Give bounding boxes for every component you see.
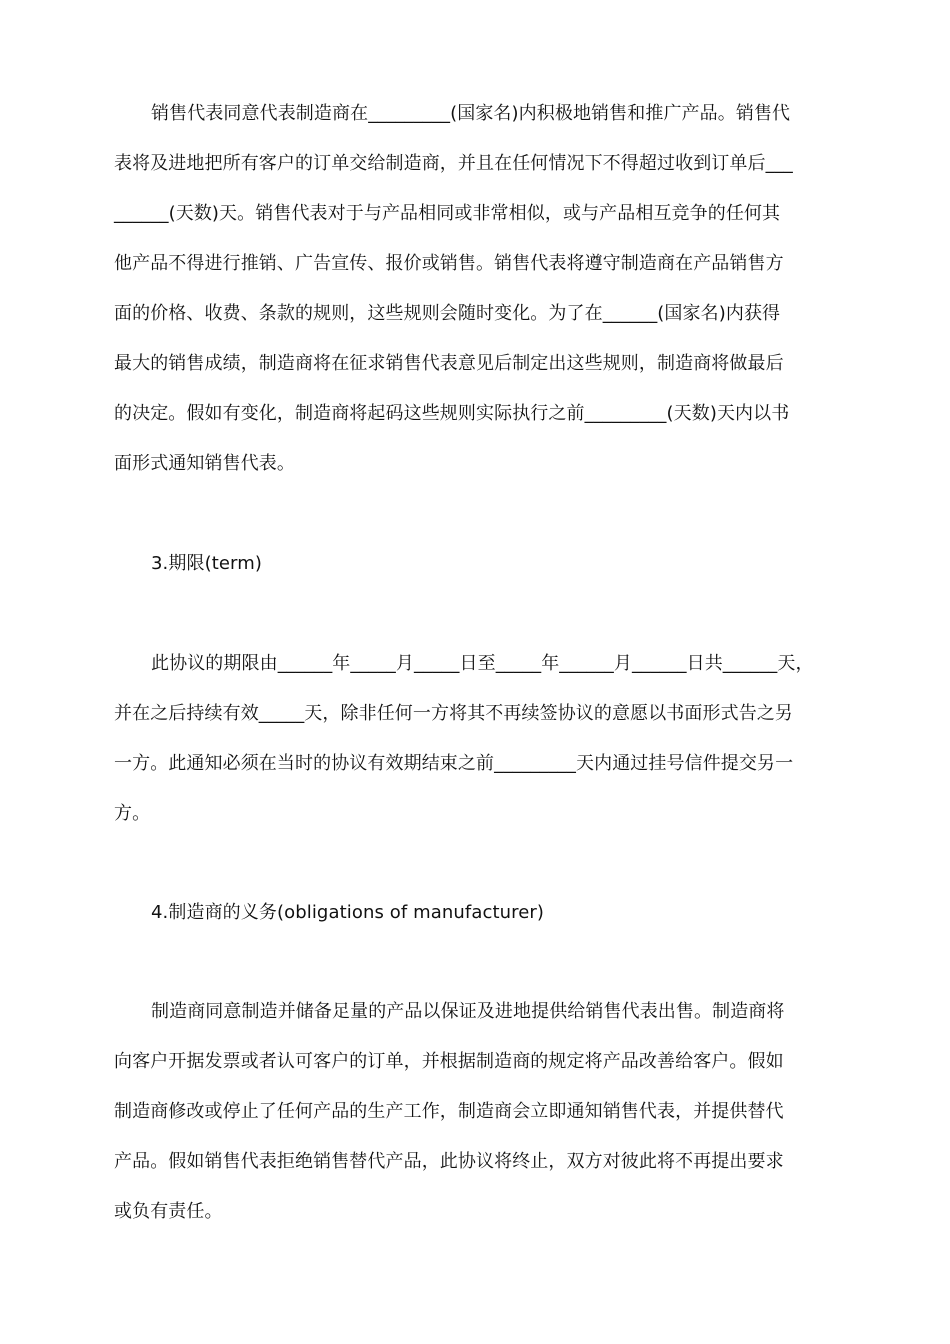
paragraph-2-line-4: 方。 bbox=[114, 803, 151, 824]
section-3-heading: 3.期限(term) bbox=[151, 553, 262, 574]
paragraph-3-line-1: 制造商同意制造并储备足量的产品以保证及进地提供给销售代表出售。制造商将 bbox=[151, 1001, 785, 1022]
paragraph-2-line-3: 一方。此通知必须在当时的协议有效期结束之前_________天内通过挂号信件提交另一 bbox=[114, 753, 794, 774]
paragraph-3-line-2: 向客户开据发票或者认可客户的订单，并根据制造商的规定将产品改善给客户。假如 bbox=[114, 1051, 784, 1072]
paragraph-1-line-6: 最大的销售成绩，制造商将在征求销售代表意见后制定出这些规则，制造商将做最后 bbox=[114, 353, 784, 374]
paragraph-3-line-5: 或负有责任。 bbox=[114, 1201, 223, 1222]
paragraph-3-line-3: 制造商修改或停止了任何产品的生产工作，制造商会立即通知销售代表，并提供替代 bbox=[114, 1101, 784, 1122]
paragraph-1-line-4: 他产品不得进行推销、广告宣传、报价或销售。销售代表将遵守制造商在产品销售方 bbox=[114, 253, 784, 274]
paragraph-1-line-8: 面形式通知销售代表。 bbox=[114, 453, 295, 474]
paragraph-2-line-1: 此协议的期限由______年_____月_____日至_____年______月______日共______天， bbox=[151, 653, 814, 674]
paragraph-1-line-1: 销售代表同意代表制造商在_________(国家名)内积极地销售和推广产品。销售代 bbox=[151, 103, 791, 124]
paragraph-1-line-5: 面的价格、收费、条款的规则，这些规则会随时变化。为了在______(国家名)内获得 bbox=[114, 303, 781, 324]
paragraph-3-line-4: 产品。假如销售代表拒绝销售替代产品，此协议将终止，双方对彼此将不再提出要求 bbox=[114, 1151, 784, 1172]
paragraph-1-line-2: 表将及进地把所有客户的订单交给制造商，并且在任何情况下不得超过收到订单后___ bbox=[114, 153, 793, 174]
section-4-heading: 4.制造商的义务(obligations of manufacturer) bbox=[151, 902, 545, 923]
paragraph-2-line-2: 并在之后持续有效_____天，除非任何一方将其不再续签协议的意愿以书面形式告之另 bbox=[114, 703, 793, 724]
paragraph-1-line-7: 的决定。假如有变化，制造商将起码这些规则实际执行之前_________(天数)天内以书 bbox=[114, 403, 790, 424]
paragraph-1-line-3: ______(天数)天。销售代表对于与产品相同或非常相似，或与产品相互竞争的任何其 bbox=[114, 203, 781, 224]
